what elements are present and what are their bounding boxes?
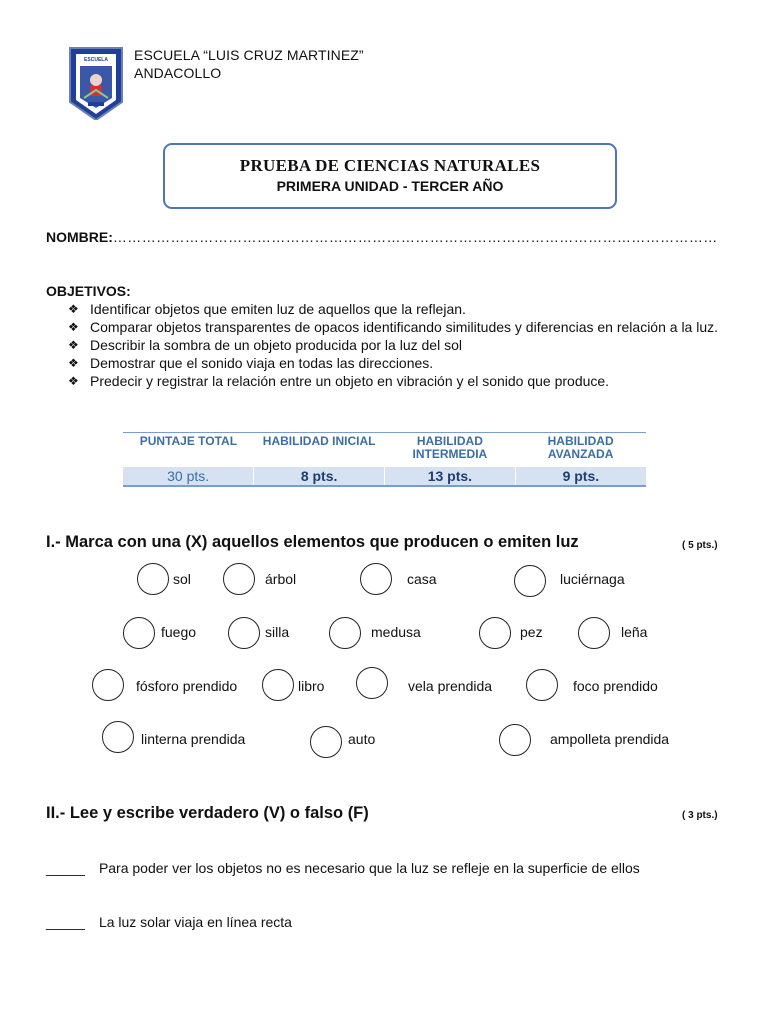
objectives-list [68, 300, 728, 390]
section2-heading: II.- Lee y escribe verdadero (V) o falso (F) [46, 804, 369, 822]
exam-subtitle: PRIMERA UNIDAD - TERCER AÑO [276, 178, 504, 194]
statement-text: Para poder ver los objetos no es necesario que la luz se refleje en la superficie de ellos [98, 860, 640, 876]
score-header-intermediate: HABILIDAD INTERMEDIA [385, 433, 516, 468]
answer-circle-casa[interactable] [360, 563, 392, 595]
answer-circle-fosforo[interactable] [92, 669, 124, 701]
item-label-libro: libro [298, 678, 325, 694]
item-label-sol: sol [173, 571, 191, 587]
statement-text: La luz solar viaja en línea recta [98, 914, 292, 930]
item-label-fuego: fuego [161, 624, 197, 640]
answer-circle-linterna[interactable] [102, 721, 134, 753]
item-label-fosforo: fósforo prendido [136, 678, 238, 694]
item-label-auto: auto [348, 731, 376, 747]
objectives-heading: OBJETIVOS: [46, 283, 131, 299]
answer-blank[interactable]: _____ [46, 860, 85, 876]
item-label-linterna: linterna prendida [141, 731, 246, 747]
diamond-bullet-icon: ❖ [68, 356, 79, 370]
item-label-ampolleta: ampolleta prendida [550, 731, 670, 747]
item-label-silla: silla [265, 624, 290, 640]
answer-circle-fuego[interactable] [123, 617, 155, 649]
diamond-bullet-icon: ❖ [68, 338, 79, 352]
answer-circle-silla[interactable] [228, 617, 260, 649]
school-logo-shield [68, 44, 124, 120]
objective-item: ❖ Identificar objetos que emiten luz de aquellos que la reflejan. [68, 301, 466, 317]
answer-blank[interactable]: _____ [46, 914, 85, 930]
answer-circle-foco[interactable] [526, 669, 558, 701]
item-label-casa: casa [407, 571, 437, 587]
exam-title-box [163, 143, 617, 209]
score-initial-value: 8 pts. [254, 467, 385, 486]
score-header-advanced: HABILIDAD AVANZADA [515, 433, 646, 468]
item-label-medusa: medusa [371, 624, 421, 640]
name-blank[interactable]: ……………………………………………………………………………………………………………… [112, 229, 718, 245]
diamond-bullet-icon: ❖ [68, 302, 79, 316]
name-label: NOMBRE: [46, 229, 113, 245]
school-location: ANDACOLLO [134, 65, 222, 81]
score-table [123, 432, 646, 487]
answer-circle-auto[interactable] [310, 726, 342, 758]
section1-heading: I.- Marca con una (X) aquellos elementos que producen o emiten luz [46, 533, 579, 551]
answer-circle-ampolleta[interactable] [499, 724, 531, 756]
answer-circle-sol[interactable] [137, 563, 169, 595]
answer-circle-lena[interactable] [578, 617, 610, 649]
score-advanced-value: 9 pts. [515, 467, 646, 486]
true-false-statement [46, 914, 292, 930]
score-total-value: 30 pts. [123, 467, 254, 486]
objective-item: ❖ Comparar objetos transparentes de opacos identificando similitudes y diferencias en relación a la luz. [68, 319, 719, 335]
item-label-pez: pez [520, 624, 543, 640]
objective-item: ❖ Describir la sombra de un objeto producida por la luz del sol [68, 337, 462, 353]
score-header-initial: HABILIDAD INICIAL [254, 433, 385, 468]
section2-points: ( 3 pts.) [682, 810, 718, 821]
answer-circle-arbol[interactable] [223, 563, 255, 595]
exam-title: PRUEBA DE CIENCIAS NATURALES [239, 156, 541, 175]
item-label-foco: foco prendido [573, 678, 658, 694]
diamond-bullet-icon: ❖ [68, 374, 79, 388]
score-intermediate-value: 13 pts. [385, 467, 516, 486]
objective-item: ❖ Demostrar que el sonido viaja en todas las direcciones. [68, 355, 434, 371]
answer-circle-vela[interactable] [356, 667, 388, 699]
answer-circle-libro[interactable] [262, 669, 294, 701]
answer-circle-luciernaga[interactable] [514, 565, 546, 597]
score-table-values-row [123, 467, 646, 486]
score-header-total: PUNTAJE TOTAL [123, 433, 254, 468]
section1-points: ( 5 pts.) [682, 540, 718, 551]
item-label-vela: vela prendida [408, 678, 493, 694]
item-label-lena: leña [621, 624, 648, 640]
answer-circle-pez[interactable] [479, 617, 511, 649]
true-false-statement [46, 860, 640, 876]
name-line [46, 229, 722, 245]
score-table-header-row [123, 433, 646, 468]
school-name: ESCUELA “LUIS CRUZ MARTINEZ” [134, 47, 364, 63]
svg-text:ESCUELA: ESCUELA [84, 57, 108, 63]
item-label-arbol: árbol [265, 571, 297, 587]
answer-circle-medusa[interactable] [329, 617, 361, 649]
diamond-bullet-icon: ❖ [68, 320, 79, 334]
objective-item: ❖ Predecir y registrar la relación entre un objeto en vibración y el sonido que produce. [68, 373, 610, 389]
item-label-luciernaga: luciérnaga [560, 571, 625, 587]
